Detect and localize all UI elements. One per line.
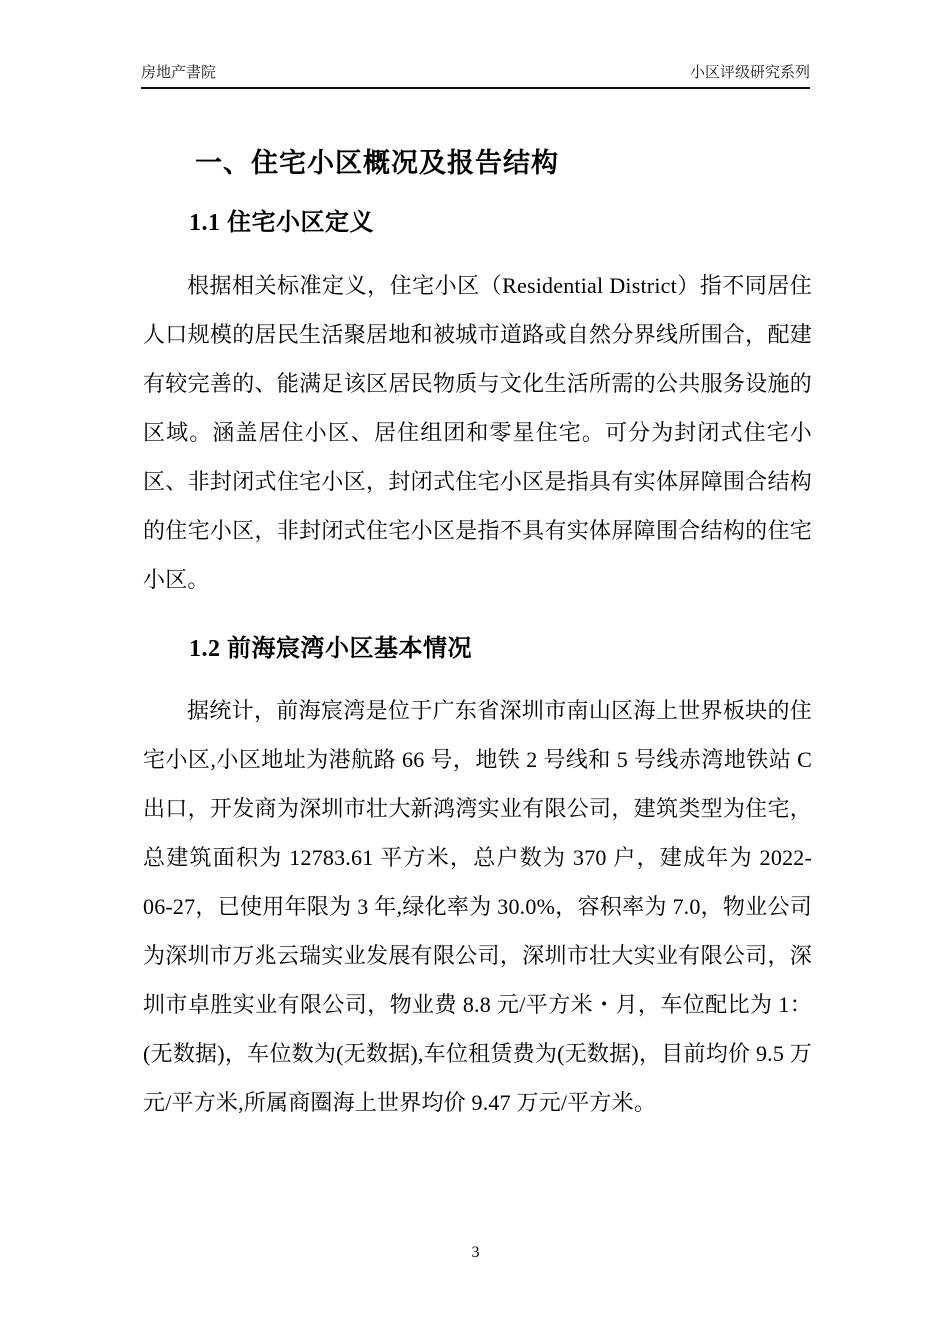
header-left-title: 房地产書院 <box>141 64 217 81</box>
page-footer <box>141 1242 810 1264</box>
paragraph-community-info: 据统计，前海宸湾是位于广东省深圳市南山区海上世界板块的住宅小区,小区地址为港航路 66 号，地铁 2 号线和 5 号线赤湾地铁站 C 出口，开发商为深圳市壮大新鸿湾实业有限公司，建筑类型为住宅，总建筑面积为 12783.61 平方米，总户数为 370 户，建成年为 2022-06-27，已使用年限为 3 年,绿化率为 30.0%，容积率为 7.0，物业公司为深圳市万兆云瑞实业发展有限公司，深圳市壮大实业有限公司，深圳市卓胜实业有限公司，物业费 8.8 元/平方米・月，车位配比为 1：(无数据)，车位数为(无数据),车位租赁费为(无数据)，目前均价 9.5 万元/平方米,所属商圈海上世界均价 9.47 万元/平方米。 <box>143 698 812 1115</box>
paragraph-definition: 根据相关标准定义，住宅小区（Residential District）指不同居住人口规模的居民生活聚居地和被城市道路或自然分界线所围合，配建有较完善的、能满足该区居民物质与文化生活所需的公共服务设施的区域。涵盖居住小区、居住组团和零星住宅。可分为封闭式住宅小区、非封闭式住宅小区，封闭式住宅小区是指具有实体屏障围合结构的住宅小区，非封闭式住宅小区是指不具有实体屏障围合结构的住宅小区。 <box>143 273 812 592</box>
section-heading: 一、住宅小区概况及报告结构 <box>195 148 559 178</box>
page-number: 3 <box>471 1244 480 1261</box>
subsection-heading-1-1: 1.1 住宅小区定义 <box>189 210 374 236</box>
subsection-heading-1-2: 1.2 前海宸湾小区基本情况 <box>189 636 472 662</box>
header-right-title: 小区评级研究系列 <box>689 64 810 81</box>
document-body <box>143 0 812 1127</box>
